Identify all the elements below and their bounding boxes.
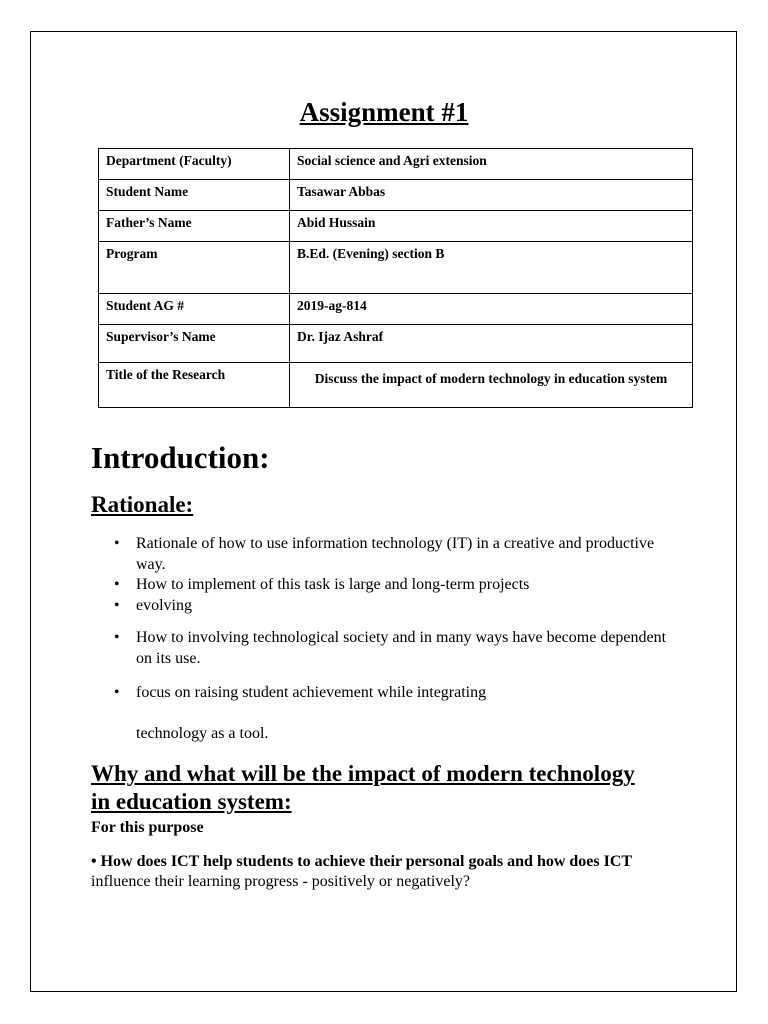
row-value: Abid Hussain <box>290 211 693 242</box>
row-value: B.Ed. (Evening) section B <box>290 242 693 294</box>
list-item: • Rationale of how to use information technology (IT) in a creative and productive way. <box>136 534 676 575</box>
ict-question-paragraph <box>91 852 671 892</box>
row-label: Student AG # <box>99 294 290 325</box>
table-row <box>99 242 693 294</box>
row-value: Social science and Agri extension <box>290 149 693 180</box>
table-row <box>99 363 693 408</box>
row-value: Discuss the impact of modern technology in education system <box>290 363 693 408</box>
table-row <box>99 325 693 363</box>
list-item: • How to implement of this task is large and long-term projects <box>136 575 676 596</box>
row-label: Student Name <box>99 180 290 211</box>
row-label: Title of the Research <box>99 363 290 408</box>
row-value: 2019-ag-814 <box>290 294 693 325</box>
rationale-heading: Rationale: <box>91 492 194 517</box>
ict-question-rest: influence their learning progress - positively or negatively? <box>91 873 470 890</box>
for-this-purpose: For this purpose <box>91 819 204 836</box>
list-item: • evolving <box>136 596 676 617</box>
table-row <box>99 294 693 325</box>
row-label: Supervisor’s Name <box>99 325 290 363</box>
row-label: Father’s Name <box>99 211 290 242</box>
why-impact-heading: Why and what will be the impact of modern technology in education system: <box>91 761 635 814</box>
student-info-table <box>98 148 693 408</box>
row-value: Dr. Ijaz Ashraf <box>290 325 693 363</box>
ict-question-bold: • How does ICT help students to achieve their personal goals and how does ICT <box>91 853 633 870</box>
row-value: Tasawar Abbas <box>290 180 693 211</box>
rationale-continuation: technology as a tool. <box>136 725 269 742</box>
assignment-title: Assignment #1 <box>299 97 469 127</box>
table-row <box>99 180 693 211</box>
table-row <box>99 149 693 180</box>
table-row <box>99 211 693 242</box>
list-item: • focus on raising student achievement while integrating <box>136 683 676 704</box>
row-label: Department (Faculty) <box>99 149 290 180</box>
introduction-heading: Introduction: <box>91 440 270 475</box>
row-label: Program <box>99 242 290 294</box>
rationale-list <box>136 534 676 704</box>
list-item: • How to involving technological society and in many ways have become dependent on its use. <box>136 628 676 669</box>
